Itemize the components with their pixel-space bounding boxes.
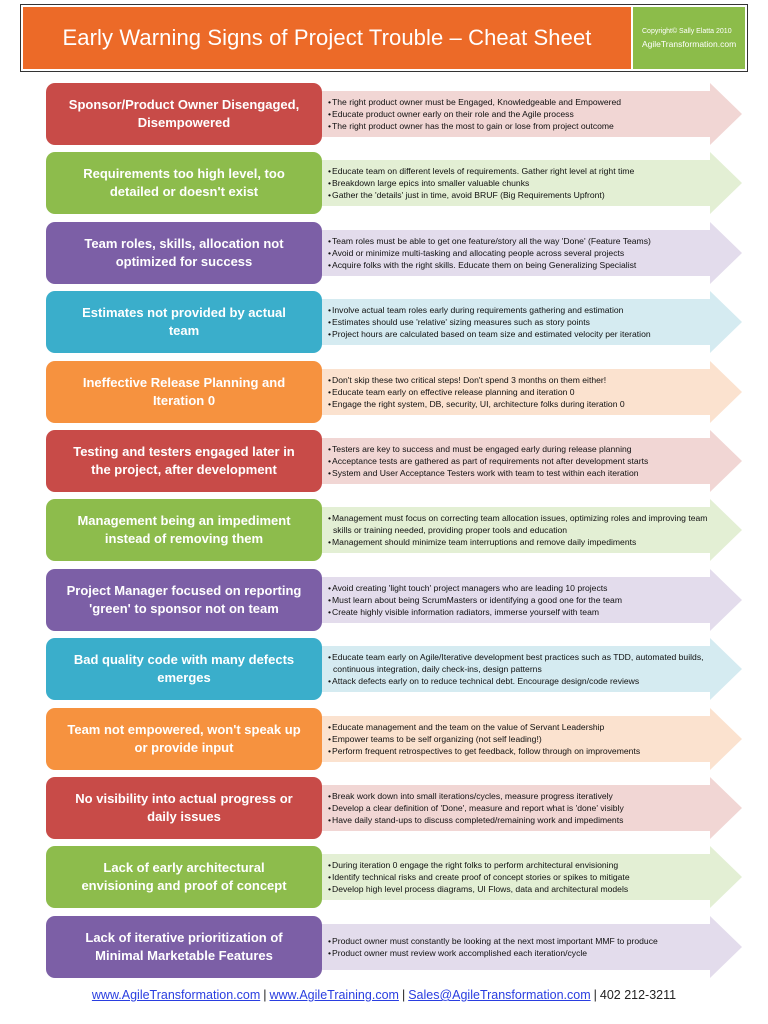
warning-sign-label: Sponsor/Product Owner Disengaged, Disempowered: [46, 83, 322, 145]
bullet-item: • Product owner must review work accomplished each iteration/cycle: [328, 947, 713, 959]
bullet-item: • Management should minimize team interruptions and remove daily impediments: [328, 536, 713, 548]
bullet-item: • Involve actual team roles early during requirements gathering and estimation: [328, 304, 713, 316]
warning-row: [46, 361, 742, 423]
warning-sign-label: Requirements too high level, too detailed or doesn't exist: [46, 152, 322, 214]
warning-row: [46, 222, 742, 284]
warning-row: [46, 499, 742, 561]
warning-row: [46, 430, 742, 492]
bullet-item: • Educate team on different levels of requirements. Gather right level at right time: [328, 165, 713, 177]
header-box: [20, 4, 748, 72]
bullet-item: • Educate management and the team on the value of Servant Leadership: [328, 721, 713, 733]
warning-row: [46, 846, 742, 908]
footer-link-sales-email[interactable]: Sales@AgileTransformation.com: [408, 988, 591, 1002]
page-title: Early Warning Signs of Project Trouble – Cheat Sheet: [62, 25, 592, 50]
bullet-item: • Identify technical risks and create proof of concept stories or spikes to mitigate: [328, 871, 713, 883]
bullet-list: [328, 83, 713, 145]
warning-row: [46, 569, 742, 631]
footer-link-agiletransformation[interactable]: www.AgileTransformation.com: [91, 988, 261, 1002]
bullet-item: • Product owner must constantly be looking at the next most important MMF to produce: [328, 935, 713, 947]
bullet-list: [328, 846, 713, 908]
warning-sign-label: Management being an impediment instead of removing them: [46, 499, 322, 561]
bullet-item: • Attack defects early on to reduce technical debt. Encourage design/code reviews: [328, 675, 713, 687]
footer-separator: |: [263, 988, 267, 1002]
copyright-text: Copyright© Sally Elatta 2010: [642, 28, 732, 35]
bullet-item: • Perform frequent retrospectives to get feedback, follow through on improvements: [328, 745, 713, 757]
bullet-list: [328, 152, 713, 214]
bullet-item: • Management must focus on correcting team allocation issues, optimizing roles and improving team skills or training needed, providing proper tools and education: [328, 512, 713, 536]
bullet-item: • System and User Acceptance Testers work with team to test within each iteration: [328, 467, 713, 479]
warning-row: [46, 708, 742, 770]
bullet-list: [328, 777, 713, 839]
warning-sign-label: Ineffective Release Planning and Iteration 0: [46, 361, 322, 423]
bullet-item: • Avoid or minimize multi-tasking and allocating people across several projects: [328, 247, 713, 259]
bullet-item: • Empower teams to be self organizing (not self leading!): [328, 733, 713, 745]
bullet-item: • Estimates should use 'relative' sizing measures such as story points: [328, 316, 713, 328]
bullet-list: [328, 708, 713, 770]
bullet-list: [328, 916, 713, 978]
bullet-list: [328, 638, 713, 700]
title-banner: [23, 7, 631, 69]
footer-link-agiletraining[interactable]: www.AgileTraining.com: [269, 988, 399, 1002]
warning-sign-label: Team roles, skills, allocation not optimized for success: [46, 222, 322, 284]
bullet-item: • Educate product owner early on their role and the Agile process: [328, 108, 713, 120]
warning-row: [46, 83, 742, 145]
warning-row: [46, 152, 742, 214]
warning-row: [46, 291, 742, 353]
bullet-item: • Team roles must be able to get one feature/story all the way 'Done' (Feature Teams): [328, 235, 713, 247]
warning-sign-label: Estimates not provided by actual team: [46, 291, 322, 353]
bullet-item: • Acceptance tests are gathered as part of requirements not after development starts: [328, 455, 713, 467]
warning-row: [46, 916, 742, 978]
bullet-item: • Testers are key to success and must be engaged early during release planning: [328, 443, 713, 455]
bullet-item: • Have daily stand-ups to discuss completed/remaining work and impediments: [328, 814, 713, 826]
copyright-site: AgileTransformation.com: [642, 39, 737, 49]
bullet-item: • Acquire folks with the right skills. Educate them on being Generalizing Specialist: [328, 259, 713, 271]
bullet-item: • Engage the right system, DB, security, UI, architecture folks during iteration 0: [328, 398, 713, 410]
bullet-item: • Create highly visible information radiators, immerse yourself with team: [328, 606, 713, 618]
bullet-item: • Project hours are calculated based on team size and estimated velocity per iteration: [328, 328, 713, 340]
bullet-list: [328, 222, 713, 284]
copyright-box: [633, 7, 745, 69]
bullet-list: [328, 361, 713, 423]
bullet-list: [328, 569, 713, 631]
bullet-item: • Educate team early on Agile/Iterative development best practices such as TDD, automated builds, continuous integration, daily check-ins, design patterns: [328, 651, 713, 675]
bullet-item: • The right product owner must be Engaged, Knowledgeable and Empowered: [328, 96, 713, 108]
bullet-item: • Don't skip these two critical steps! Don't spend 3 months on them either!: [328, 374, 713, 386]
bullet-list: [328, 430, 713, 492]
bullet-item: • The right product owner has the most to gain or lose from project outcome: [328, 120, 713, 132]
bullet-item: • During iteration 0 engage the right folks to perform architectural envisioning: [328, 859, 713, 871]
warning-sign-label: Testing and testers engaged later in the project, after development: [46, 430, 322, 492]
warning-sign-label: Lack of early architectural envisioning and proof of concept: [46, 846, 322, 908]
bullet-item: • Gather the 'details' just in time, avoid BRUF (Big Requirements Upfront): [328, 189, 713, 201]
warning-sign-label: Team not empowered, won't speak up or provide input: [46, 708, 322, 770]
warning-sign-label: Project Manager focused on reporting 'green' to sponsor not on team: [46, 569, 322, 631]
warning-row: [46, 777, 742, 839]
bullet-list: [328, 291, 713, 353]
bullet-item: • Break work down into small iterations/cycles, measure progress iteratively: [328, 790, 713, 802]
warning-sign-label: Bad quality code with many defects emerges: [46, 638, 322, 700]
warning-sign-label: No visibility into actual progress or daily issues: [46, 777, 322, 839]
bullet-item: • Develop high level process diagrams, UI Flows, data and architectural models: [328, 883, 713, 895]
warning-row: [46, 638, 742, 700]
footer-separator: |: [401, 988, 406, 1002]
bullet-list: [328, 499, 713, 561]
bullet-item: • Must learn about being ScrumMasters or identifying a good one for the team: [328, 594, 713, 606]
bullet-item: • Avoid creating 'light touch' project managers who are leading 10 projects: [328, 582, 713, 594]
bullet-item: • Educate team early on effective release planning and iteration 0: [328, 386, 713, 398]
bullet-item: • Develop a clear definition of 'Done', measure and report what is 'done' visibly: [328, 802, 713, 814]
bullet-item: • Breakdown large epics into smaller valuable chunks: [328, 177, 713, 189]
warning-sign-label: Lack of iterative prioritization of Minimal Marketable Features: [46, 916, 322, 978]
footer: [0, 988, 768, 1002]
footer-separator: |: [593, 988, 597, 1002]
footer-phone: 402 212-3211: [599, 988, 677, 1002]
